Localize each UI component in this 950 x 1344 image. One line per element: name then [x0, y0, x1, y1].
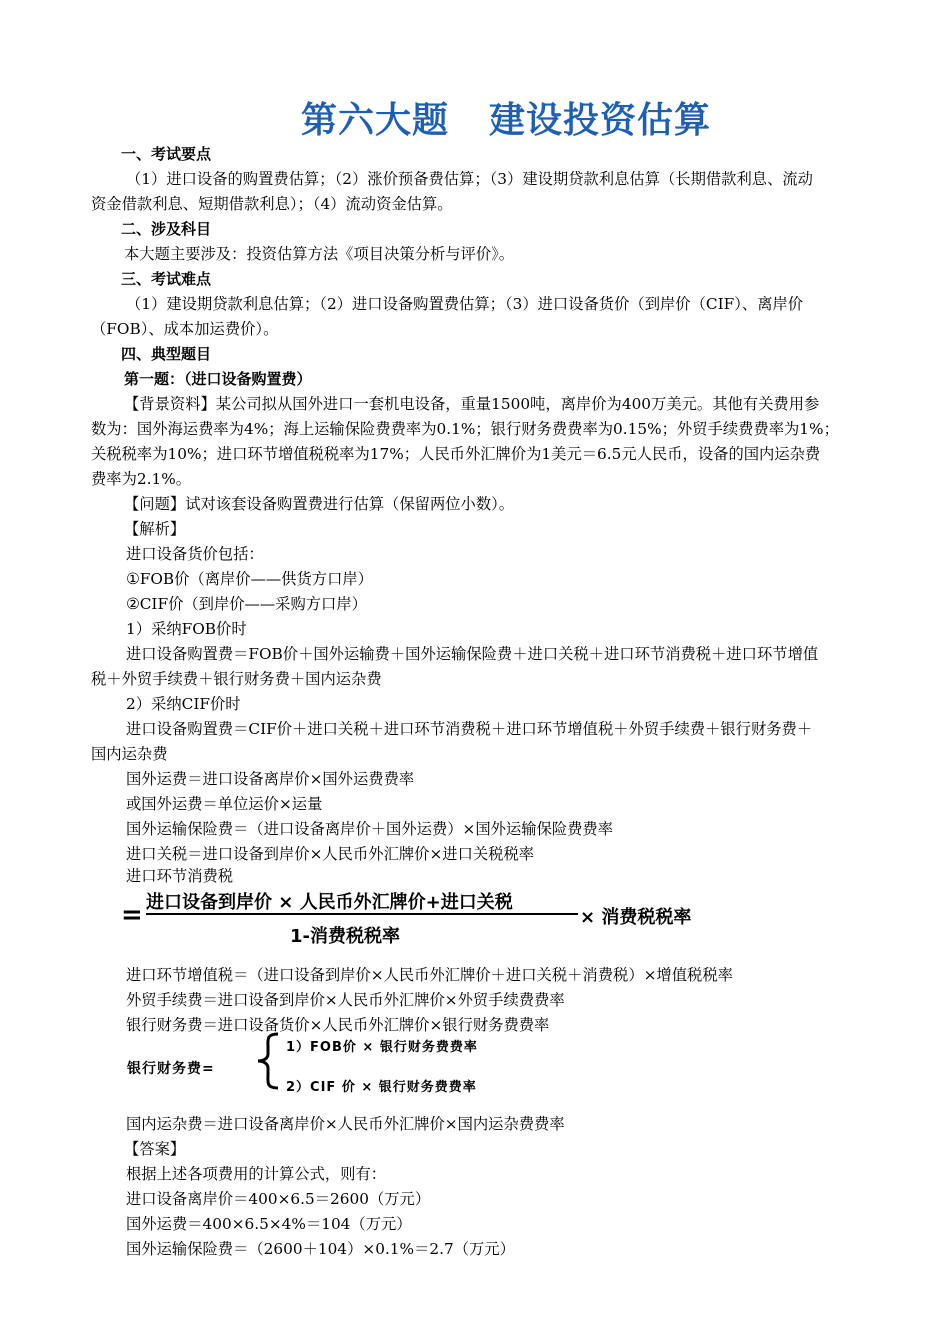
paragraph-line: 本大题主要涉及：投资估算方法《项目决策分析与评价》。	[124, 245, 515, 263]
paragraph-line: 进口设备购置费＝FOB价＋国外运输费＋国外运输保险费＋进口关税＋进口环节消费税＋进口环节增值	[126, 645, 819, 663]
curly-brace-icon	[252, 1032, 282, 1090]
paragraph-line: 进口设备货价包括：	[126, 545, 264, 563]
fraction-bar	[146, 913, 578, 915]
paragraph-line: 国外运输保险费＝（2600＋104）×0.1%＝2.7（万元）	[126, 1240, 515, 1258]
paragraph-line: 【问题】试对该套设备购置费进行估算（保留两位小数）。	[124, 495, 515, 513]
formula-multiplier: × 消费税税率	[580, 907, 692, 928]
paragraph-line: 国内运杂费＝进口设备离岸价×人民币外汇牌价×国内运杂费费率	[126, 1115, 565, 1133]
paragraph-line: 关税税率为10%；进口环节增值税税率为17%；人民币外汇牌价为1美元＝6.5元人民币，设备的国内运杂费	[91, 445, 821, 463]
paragraph-line: 银行财务费＝进口设备货价×人民币外汇牌价×银行财务费费率	[126, 1016, 550, 1034]
paragraph-line: 进口设备购置费＝CIF价＋进口关税＋进口环节消费税＋进口环节增值税＋外贸手续费＋银行财务费＋	[126, 720, 813, 738]
title-part-1: 第六大题	[300, 100, 449, 141]
formula-equals: =	[121, 900, 143, 930]
paragraph-line: （1）进口设备的购置费估算；（2）涨价预备费估算；（3）建设期贷款利息估算（长期借款利息、流动	[126, 170, 813, 188]
section-heading-4: 四、典型题目	[121, 345, 212, 363]
brace-option-fob: 1）FOB价 × 银行财务费费率	[286, 1040, 478, 1055]
paragraph-line: 国外运费＝进口设备离岸价×国外运费费率	[126, 770, 415, 788]
formula-denominator: 1-消费税税率	[290, 926, 400, 947]
paragraph-line: 进口环节增值税＝（进口设备到岸价×人民币外汇牌价＋进口关税＋消费税）×增值税税率	[126, 966, 733, 984]
paragraph-line: ②CIF价（到岸价——采购方口岸）	[126, 595, 367, 613]
paragraph-line: 数为：国外海运费率为4%；海上运输保险费费率为0.1%；银行财务费费率为0.15%；外贸手续费费率为1%；	[91, 420, 839, 438]
brace-label: 银行财务费=	[127, 1061, 215, 1077]
paragraph-line: 国外运输保险费＝（进口设备离岸价＋国外运费）×国外运输保险费费率	[126, 820, 614, 838]
title-part-2: 建设投资估算	[489, 100, 712, 141]
paragraph-line: （FOB）、成本加运费价）。	[91, 320, 279, 338]
paragraph-line: 外贸手续费＝进口设备到岸价×人民币外汇牌价×外贸手续费费率	[126, 991, 565, 1009]
section-heading-2: 二、涉及科目	[121, 220, 212, 238]
paragraph-line: 费率为2.1%。	[91, 470, 192, 488]
paragraph-line: 国内运杂费	[91, 745, 168, 763]
formula-numerator: 进口设备到岸价 × 人民币外汇牌价+进口关税	[146, 892, 513, 913]
paragraph-line: 【答案】	[124, 1140, 186, 1158]
paragraph-line: 国外运费＝400×6.5×4%＝104（万元）	[126, 1215, 412, 1233]
paragraph-line: 税＋外贸手续费＋银行财务费＋国内运杂费	[91, 670, 382, 688]
section-heading-3: 三、考试难点	[121, 270, 212, 288]
paragraph-line: 进口设备离岸价＝400×6.5＝2600（万元）	[126, 1190, 431, 1208]
paragraph-line: （1）建设期贷款利息估算；（2）进口设备购置费估算；（3）进口设备货价（到岸价（CIF）、离岸价	[126, 295, 804, 313]
paragraph-line: 【解析】	[124, 520, 186, 538]
paragraph-line: 2）采纳CIF价时	[126, 695, 241, 713]
paragraph-line: ①FOB价（离岸价——供货方口岸）	[126, 570, 373, 588]
question-heading: 第一题：（进口设备购置费）	[124, 370, 312, 388]
brace-option-cif: 2）CIF 价 × 银行财务费费率	[286, 1080, 477, 1095]
paragraph-line: 根据上述各项费用的计算公式，则有：	[126, 1165, 387, 1183]
page-title	[0, 92, 950, 143]
paragraph-line: 资金借款利息、短期借款利息）；（4）流动资金估算。	[91, 195, 453, 213]
paragraph-line: 进口环节消费税	[126, 867, 234, 885]
paragraph-line: 【背景资料】某公司拟从国外进口一套机电设备，重量1500吨，离岸价为400万美元。其他有关费用参	[124, 395, 820, 413]
paragraph-line: 1）采纳FOB价时	[126, 620, 247, 638]
paragraph-line: 进口关税＝进口设备到岸价×人民币外汇牌价×进口关税税率	[126, 845, 535, 863]
section-heading-1: 一、考试要点	[121, 145, 212, 163]
paragraph-line: 或国外运费＝单位运价×运量	[126, 795, 323, 813]
